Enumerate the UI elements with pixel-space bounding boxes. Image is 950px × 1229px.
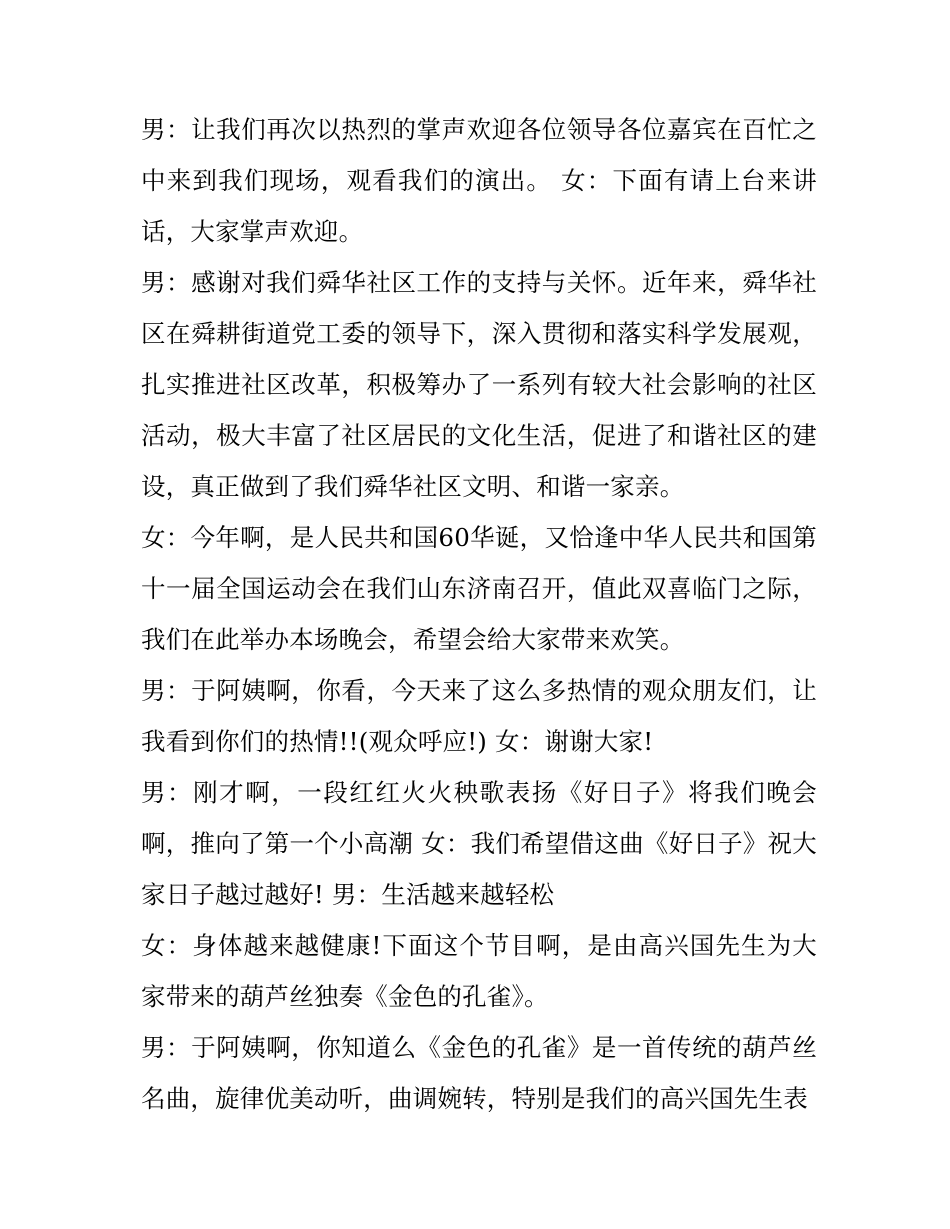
paragraph-audience: 男：于阿姨啊，你看，今天来了这么多热情的观众朋友们，让我看到你们的热情!!(观众呼应!) 女：谢谢大家! xyxy=(141,676,817,756)
paragraph-next-program: 女：身体越来越健康!下面这个节目啊，是由高兴国先生为大家带来的葫芦丝独奏《金色的孔雀》。 xyxy=(141,931,817,1011)
paragraph-anniversary: 女：今年啊，是人民共和国60华诞，又恰逢中华人民共和国第十一届全国运动会在我们山东济南召开，值此双喜临门之际，我们在此举办本场晚会，希望会给大家带来欢笑。 xyxy=(141,523,817,654)
paragraph-opening: 男：让我们再次以热烈的掌声欢迎各位领导各位嘉宾在百忙之中来到我们现场，观看我们的演出。 女：下面有请上台来讲话，大家掌声欢迎。 xyxy=(141,115,817,246)
paragraph-community-thanks: 男：感谢对我们舜华社区工作的支持与关怀。近年来，舜华社区在舜耕街道党工委的领导下，深入贯彻和落实科学发展观，扎实推进社区改革，积极筹办了一系列有较大社会影响的社区活动，极大丰富了社区居民的文化生活，促进了和谐社区的建设，真正做到了我们舜华社区文明、和谐一家亲。 xyxy=(141,268,817,501)
paragraph-good-days: 男：刚才啊，一段红红火火秧歌表扬《好日子》将我们晚会啊，推向了第一个小高潮 女：我们希望借这曲《好日子》祝大家日子越过越好! 男：生活越来越轻松 xyxy=(141,778,817,909)
document-body xyxy=(141,104,817,1124)
paragraph-peacock: 男：于阿姨啊，你知道么《金色的孔雀》是一首传统的葫芦丝名曲，旋律优美动听，曲调婉转，特别是我们的高兴国先生表 xyxy=(141,1033,817,1113)
